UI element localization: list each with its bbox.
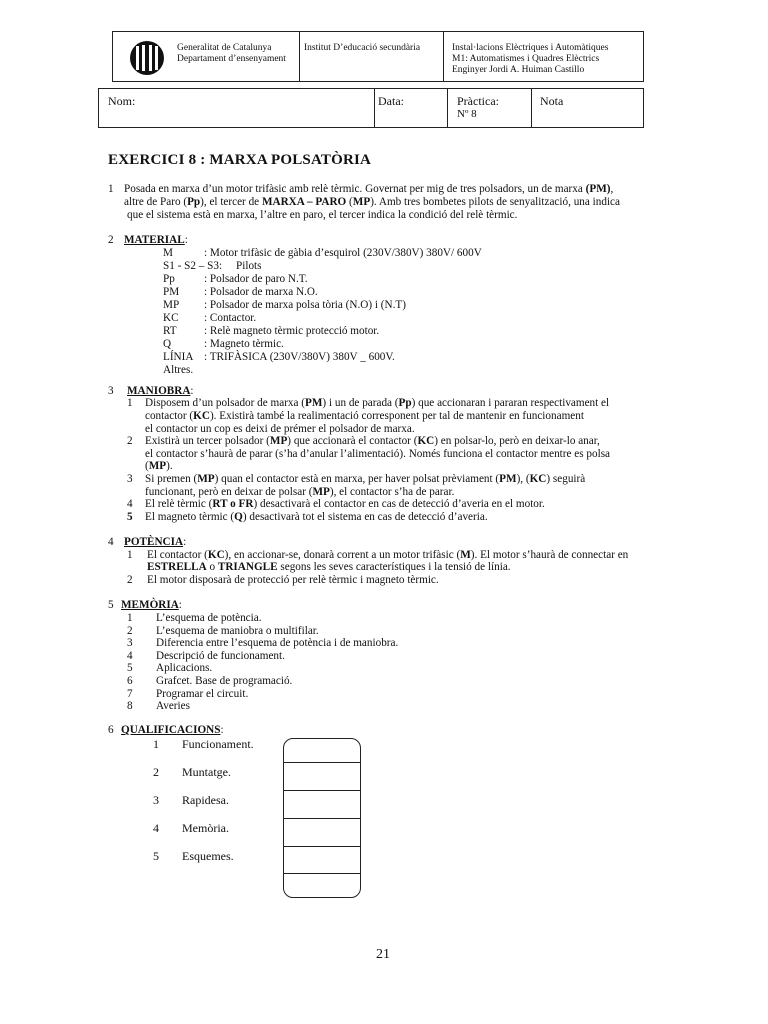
info-divider [531,89,532,127]
header-table [112,31,644,82]
maniobra-item-number: 5 [127,511,133,523]
section-5-heading: MEMÒRIA: [121,599,182,611]
section-4-number: 4 [108,536,114,548]
qualification-number: 5 [153,849,159,863]
memoria-item-number: 6 [127,675,133,687]
grade-row-divider [284,790,360,791]
section-1-line-2: altre de Paro (Pp), el tercer de MARXA – PARO (MP). Amb tres bombetes pilots de senyalització, una indica [124,196,620,208]
qualification-number: 4 [153,821,159,835]
maniobra-item-number: 1 [127,397,133,409]
potencia-item-1-line-2: ESTRELLA o TRIANGLE segons les seves característiques i la tensió de línia. [147,561,511,573]
org-line-2: Departament d’ensenyament [177,54,286,64]
section-6-number: 6 [108,724,114,736]
info-divider [447,89,448,127]
material-code: RT [163,325,177,337]
grade-row-divider [284,873,360,874]
section-2-number: 2 [108,234,114,246]
memoria-item-number: 1 [127,612,133,624]
maniobra-item-3-line-2: funcionant, però en deixar de polsar (MP), el contactor s’ha de parar. [145,486,455,498]
page-title: EXERCICI 8 : MARXA POLSATÒRIA [108,152,372,168]
course-line-3: Enginyer Jordi A. Huiman Castillo [452,65,585,75]
memoria-item-number: 4 [127,649,133,662]
grades-box [283,738,361,898]
maniobra-item-2-line-1: Existirà un tercer polsador (MP) que accionarà el contactor (KC) en polsar-lo, però en deixar-lo anar, [145,435,600,447]
section-1-line-1: Posada en marxa d’un motor trifàsic amb relè tèrmic. Governat per mig de tres polsadors, un de marxa (PM), [124,183,614,195]
info-divider [374,89,375,127]
material-description: : Polsador de marxa N.O. [204,286,318,298]
potencia-item-1-line-1: El contactor (KC), en accionar-se, donarà corrent a un motor trifàsic (M). El motor s’haurà de connectar en [147,549,629,561]
practice-number: Nº 8 [457,108,477,120]
memoria-item-number: 3 [127,637,133,650]
grade-row-divider [284,818,360,819]
maniobra-item-1-line-2: contactor (KC). Existirà també la realimentació corresponent per tal de mantenir en funcionament [145,410,584,422]
memoria-item-text: Diferencia entre l’esquema de potència i de maniobra. [156,637,399,650]
org-line-1: Generalitat de Catalunya [177,43,272,53]
maniobra-item-2-line-2: el contactor s’haurà de parar (s’ha d’anular l’alimentació). Només funciona el contactor mentre es polsa [145,448,611,460]
header-divider [299,32,300,81]
material-code: LÍNIA [163,351,194,363]
qualification-number: 3 [153,793,159,807]
memoria-item-text: Averies [156,700,190,713]
memoria-item-number: 2 [127,624,133,637]
name-label: Nom: [108,94,136,108]
qualification-number: 1 [153,737,159,751]
material-code: KC [163,312,179,324]
qualification-number: 2 [153,765,159,779]
maniobra-item-3-line-1: Si premen (MP) quan el contactor està en marxa, per haver polsat prèviament (PM), (KC) seguirà [145,473,586,485]
grade-row-divider [284,846,360,847]
page-number: 21 [376,947,390,962]
material-code: MP [163,299,180,311]
material-description: : TRIFÀSICA (230V/380V) 380V _ 600V. [204,351,395,363]
section-6-heading: QUALIFICACIONS: [121,724,224,736]
material-code: Altres. [163,364,194,376]
maniobra-item-number: 4 [127,498,133,510]
grade-label: Nota [540,94,564,108]
section-4-heading: POTÈNCIA: [124,536,187,548]
memoria-item-text: L’esquema de maniobra o multifilar. [156,624,319,637]
memoria-item-number: 5 [127,662,133,675]
student-info-table [98,88,644,128]
material-code: Q [163,338,172,350]
grade-row-divider [284,762,360,763]
potencia-item-number: 2 [127,574,133,586]
material-code: M [163,247,173,259]
material-description: : Motor trifàsic de gàbia d’esquirol (230V/380V) 380V/ 600V [204,247,482,259]
maniobra-item-number: 2 [127,435,133,447]
memoria-item-text: Aplicacions. [156,662,213,675]
section-3-number: 3 [108,385,114,397]
practice-label: Pràctica: [457,94,499,108]
memoria-item-text: Descripció de funcionament. [156,649,285,662]
memoria-item-text: Grafcet. Base de programació. [156,675,293,687]
qualification-label: Memòria. [182,821,229,835]
qualification-label: Rapidesa. [182,793,229,807]
maniobra-item-number: 3 [127,473,133,485]
material-description: Pilots [236,260,262,272]
material-description: : Polsador de marxa polsa tòria (N.O) i (N.T) [204,299,406,311]
memoria-item-text: Programar el circuit. [156,687,249,700]
generalitat-logo-icon [129,40,165,76]
potencia-item-2: El motor disposarà de protecció per relè tèrmic i magneto tèrmic. [147,574,439,586]
material-code: PM [163,286,180,298]
qualification-label: Muntatge. [182,765,231,779]
material-code: Pp [163,273,175,285]
header-divider [443,32,444,81]
section-3-heading: MANIOBRA: [127,385,194,397]
maniobra-item-1-line-3: el contactor un cop es deixi de prémer el polsador de marxa. [145,423,415,435]
qualification-label: Esquemes. [182,849,234,863]
material-description: : Relè magneto tèrmic protecció motor. [204,325,380,337]
maniobra-item-1-line-1: Disposem d’un polsador de marxa (PM) i un de parada (Pp) que accionaran i pararan respectivament el [145,397,610,409]
maniobra-item-5: El magneto tèrmic (Q) desactivarà tot el sistema en cas de detecció d’averia. [145,511,488,523]
material-description: : Contactor. [204,312,257,324]
course-line-1: Instal·lacions Elèctriques i Automàtiques [452,43,609,53]
section-5-number: 5 [108,599,114,611]
course-line-2: M1: Automatismes i Quadres Elèctrics [452,54,600,64]
memoria-item-number: 8 [127,700,133,713]
section-1-line-3: que el sistema està en marxa, l’altre en paro, el tercer indica la condició del relè tèrmic. [127,209,518,221]
section-1-number: 1 [108,183,114,195]
section-2-heading: MATERIAL: [124,234,188,246]
material-description: : Polsador de paro N.T. [204,273,308,285]
potencia-item-number: 1 [127,549,133,561]
school-name: Institut D’educació secundària [304,43,421,53]
qualification-label: Funcionament. [182,737,254,751]
memoria-item-text: L’esquema de potència. [156,612,262,624]
date-label: Data: [378,94,404,108]
memoria-item-number: 7 [127,687,133,700]
maniobra-item-2-line-3: (MP). [145,460,173,472]
material-description: : Magneto tèrmic. [204,338,284,350]
material-code: S1 - S2 – S3: [163,260,223,272]
maniobra-item-4: El relè tèrmic (RT o FR) desactivarà el contactor en cas de detecció d’averia en el motor. [145,498,545,510]
